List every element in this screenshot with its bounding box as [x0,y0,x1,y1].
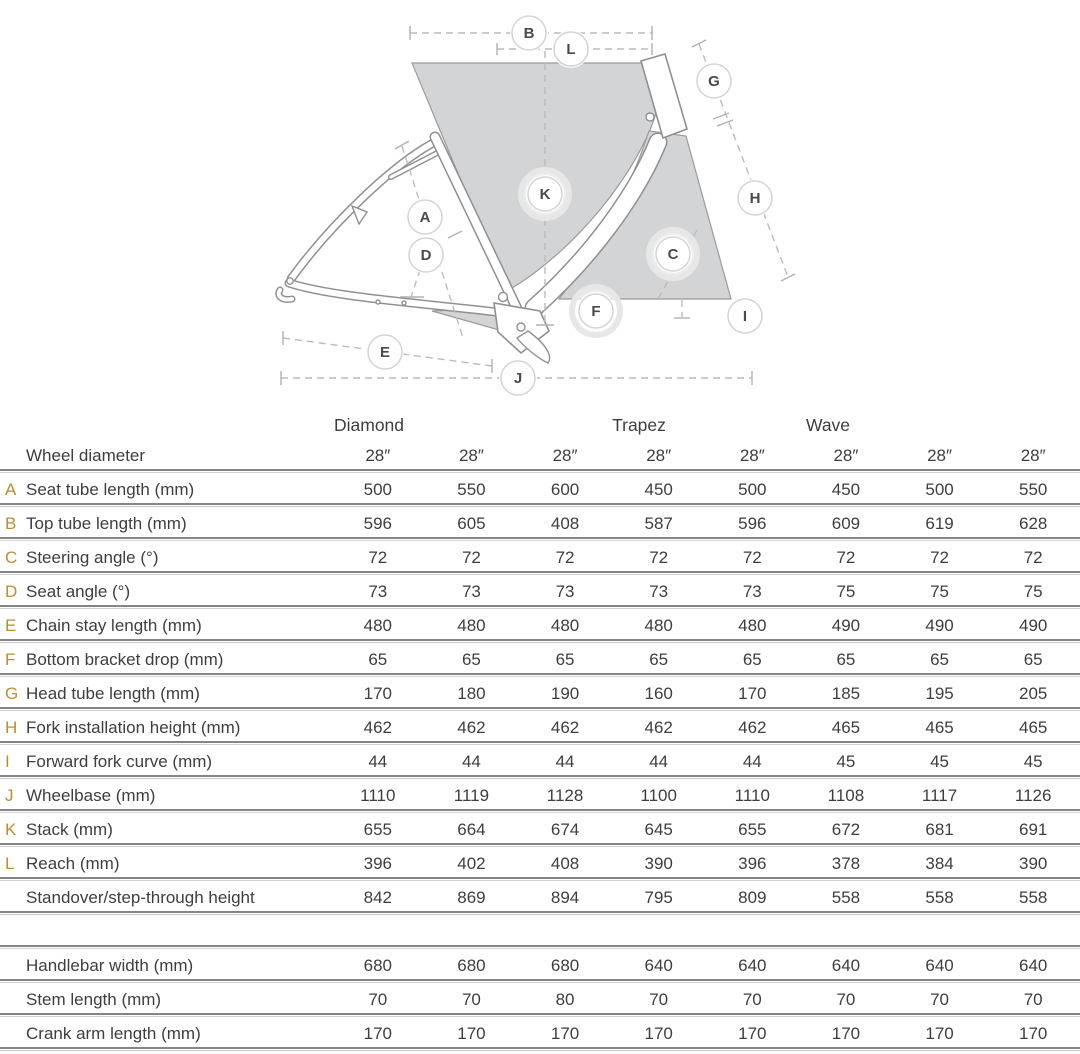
table-row [0,476,1080,503]
cell-value: 680 [457,955,486,975]
cell-value: 809 [738,887,767,907]
dim-label-I: I [742,308,748,325]
cell-value: 1110 [360,785,396,805]
row-label: Forward fork curve (mm) [26,751,213,771]
cell-value: 609 [831,513,861,533]
row-separator [0,503,1080,510]
cell-value: 65 [555,649,575,669]
cell-value: 1126 [1014,785,1052,805]
cell-value: 28″ [365,445,391,465]
cell-value: 674 [550,819,580,839]
row-label: Seat tube length (mm) [26,479,195,499]
cell-value: 73 [649,581,669,601]
cell-value: 681 [925,819,954,839]
row-separator [0,639,1080,646]
row-label: Head tube length (mm) [26,683,200,703]
cell-value: 73 [742,581,762,601]
cell-value: 170 [363,1023,392,1043]
cell-value: 558 [925,887,954,907]
table-row [0,850,1080,877]
cell-value: 45 [836,751,856,771]
table-row [0,748,1080,775]
cell-value: 390 [644,853,673,873]
cell-value: 550 [457,479,486,499]
frame-type-header-row [0,406,1080,442]
cell-value: 869 [457,887,486,907]
frame-geometry-diagram [0,0,1080,405]
cell-value: 587 [644,513,673,533]
cell-value: 44 [461,751,481,771]
cell-value: 170 [457,1023,486,1043]
cell-value: 1117 [921,785,958,805]
cell-value: 73 [368,581,388,601]
cell-value: 480 [644,615,673,635]
cell-value: 170 [1019,1023,1048,1043]
table-row [0,612,1080,639]
row-label: Top tube length (mm) [26,513,187,533]
row-separator [0,469,1080,476]
cell-value: 70 [1023,989,1043,1009]
row-label: Handlebar width (mm) [26,955,194,975]
cell-value: 65 [368,649,388,669]
dim-label-G: G [708,73,720,90]
cell-value: 44 [555,751,575,771]
cell-value: 480 [457,615,486,635]
frame-type-diamond: Diamond [333,415,405,435]
cell-value: 75 [1023,581,1043,601]
cell-value: 558 [831,887,861,907]
cell-value: 842 [363,887,392,907]
table-row [0,986,1080,1013]
dim-label-A: A [419,209,431,226]
frame-type-wave: Wave [805,415,851,435]
row-letter: C [5,547,18,567]
geometry-rows [0,442,1080,1054]
cell-value: 640 [644,955,673,975]
cell-value: 72 [742,547,762,567]
cell-value: 28″ [458,445,484,465]
row-label: Crank arm length (mm) [26,1023,201,1043]
row-letter: A [5,479,17,499]
cell-value: 680 [550,955,580,975]
cell-value: 645 [644,819,673,839]
cell-value: 45 [1023,751,1043,771]
dim-label-C: C [667,246,679,263]
row-letter: L [5,853,15,873]
cell-value: 390 [1019,853,1048,873]
row-label: Wheel diameter [26,445,146,465]
cell-value: 72 [836,547,856,567]
dim-label-F: F [591,303,601,320]
cell-value: 70 [368,989,388,1009]
cell-value: 640 [738,955,767,975]
cell-value: 396 [738,853,767,873]
cell-value: 450 [644,479,673,499]
cell-value: 640 [925,955,954,975]
cell-value: 185 [831,683,861,703]
cell-value: 655 [363,819,392,839]
row-letter: K [5,819,17,839]
cell-value: 28″ [552,445,578,465]
table-row [0,714,1080,741]
row-label: Chain stay length (mm) [26,615,202,635]
cell-value: 450 [831,479,861,499]
cell-value: 462 [457,717,486,737]
cell-value: 894 [550,887,580,907]
cell-value: 1100 [640,785,677,805]
cell-value: 190 [550,683,580,703]
cell-value: 65 [461,649,481,669]
cell-value: 70 [836,989,856,1009]
row-separator [0,571,1080,578]
table-row [0,442,1080,469]
table-row [0,544,1080,571]
dim-label-J: J [513,370,523,387]
cell-value: 70 [461,989,481,1009]
cell-value: 596 [738,513,767,533]
table-row [0,680,1080,707]
row-separator [0,775,1080,782]
cell-value: 619 [925,513,954,533]
row-letter: J [5,785,14,805]
row-letter: E [5,615,17,635]
dim-label-D: D [420,247,432,264]
cell-value: 160 [644,683,673,703]
cell-value: 170 [644,1023,673,1043]
row-letter: G [5,683,19,703]
cell-value: 73 [555,581,575,601]
table-row [0,510,1080,537]
cell-value: 44 [368,751,388,771]
cell-value: 655 [738,819,767,839]
cell-value: 605 [457,513,486,533]
cell-value: 396 [363,853,392,873]
cell-value: 628 [1019,513,1048,533]
cell-value: 28″ [1020,445,1046,465]
row-label: Stack (mm) [26,819,113,839]
cell-value: 44 [649,751,669,771]
seatstay-tab [352,206,367,224]
cell-value: 195 [925,683,954,703]
cell-value: 170 [550,1023,580,1043]
cell-value: 1108 [827,785,865,805]
row-separator [0,673,1080,680]
frame-type-trapez: Trapez [612,415,666,435]
cell-value: 558 [1019,887,1048,907]
row-separator [0,741,1080,748]
cell-value: 65 [742,649,762,669]
cell-value: 408 [550,513,580,533]
row-separator [0,707,1080,714]
row-separator [0,809,1080,816]
cell-value: 402 [457,853,486,873]
row-separator [0,605,1080,612]
cell-value: 384 [925,853,954,873]
row-label: Fork installation height (mm) [26,717,241,737]
row-separator [0,945,1080,952]
cell-value: 378 [831,853,861,873]
row-letter: D [5,581,18,601]
cell-value: 70 [649,989,669,1009]
cell-value: 72 [649,547,669,567]
cell-value: 691 [1019,819,1048,839]
cell-value: 72 [368,547,388,567]
cell-value: 640 [1019,955,1048,975]
cell-value: 462 [363,717,392,737]
cell-value: 465 [925,717,954,737]
cell-value: 170 [925,1023,954,1043]
cell-value: 44 [742,751,762,771]
cell-value: 490 [831,615,861,635]
cell-value: 170 [738,1023,767,1043]
cell-value: 1128 [546,785,584,805]
table-row [0,646,1080,673]
cell-value: 45 [930,751,950,771]
cell-value: 490 [1019,615,1048,635]
row-separator [0,843,1080,850]
row-label: Bottom bracket drop (mm) [26,649,224,669]
row-label: Seat angle (°) [26,581,131,601]
cell-value: 680 [363,955,392,975]
row-letter: H [5,717,18,737]
table-row [0,782,1080,809]
cell-value: 664 [457,819,486,839]
cell-value: 75 [930,581,950,601]
cell-value: 480 [738,615,767,635]
cell-value: 170 [831,1023,861,1043]
row-separator [0,911,1080,918]
cell-value: 1110 [734,785,770,805]
cell-value: 1119 [453,785,490,805]
row-label: Reach (mm) [26,853,120,873]
dim-label-B: B [523,25,535,42]
row-separator [0,979,1080,986]
cell-value: 80 [555,989,575,1009]
table-row [0,1020,1080,1047]
row-separator [0,877,1080,884]
row-separator [0,1013,1080,1020]
cell-value: 28″ [646,445,672,465]
cell-value: 65 [836,649,856,669]
row-label: Steering angle (°) [26,547,159,567]
table-row [0,578,1080,605]
cell-value: 170 [363,683,392,703]
cell-value: 596 [363,513,392,533]
cell-value: 462 [644,717,673,737]
dim-label-E: E [379,344,391,361]
row-label: Standover/step-through height [26,887,255,907]
cell-value: 28″ [739,445,765,465]
row-label: Wheelbase (mm) [26,785,156,805]
row-separator [0,1047,1080,1054]
cell-value: 205 [1019,683,1048,703]
spacer-row [0,918,1080,945]
cell-value: 65 [1023,649,1043,669]
table-row [0,884,1080,911]
cell-value: 500 [738,479,767,499]
cell-value: 462 [738,717,767,737]
cell-value: 408 [550,853,580,873]
table-row [0,952,1080,979]
cell-value: 65 [930,649,950,669]
cell-value: 72 [1023,547,1043,567]
row-letter: B [5,513,17,533]
cell-value: 480 [550,615,580,635]
dim-label-L: L [566,41,576,58]
cell-value: 640 [831,955,861,975]
cell-value: 600 [550,479,580,499]
geometry-table [0,406,1080,1054]
cell-value: 465 [831,717,861,737]
cell-value: 75 [836,581,856,601]
table-row [0,816,1080,843]
cell-value: 550 [1019,479,1048,499]
cell-value: 170 [738,683,767,703]
cell-value: 72 [555,547,575,567]
cell-value: 28″ [927,445,953,465]
cell-value: 500 [925,479,954,499]
cell-value: 500 [363,479,392,499]
cell-value: 795 [644,887,673,907]
cell-value: 462 [550,717,580,737]
cell-value: 490 [925,615,954,635]
row-separator [0,537,1080,544]
cell-value: 180 [457,683,486,703]
cell-value: 65 [649,649,669,669]
cell-value: 465 [1019,717,1048,737]
dim-label-K: K [539,186,551,203]
cell-value: 70 [930,989,950,1009]
cell-value: 72 [461,547,481,567]
cell-value: 480 [363,615,392,635]
cell-value: 72 [930,547,950,567]
cell-value: 70 [742,989,762,1009]
row-letter: I [5,751,10,771]
row-label: Stem length (mm) [26,989,162,1009]
cell-value: 73 [461,581,481,601]
dim-label-H: H [749,190,761,207]
cell-value: 28″ [833,445,859,465]
cell-value: 672 [831,819,861,839]
row-letter: F [5,649,16,669]
